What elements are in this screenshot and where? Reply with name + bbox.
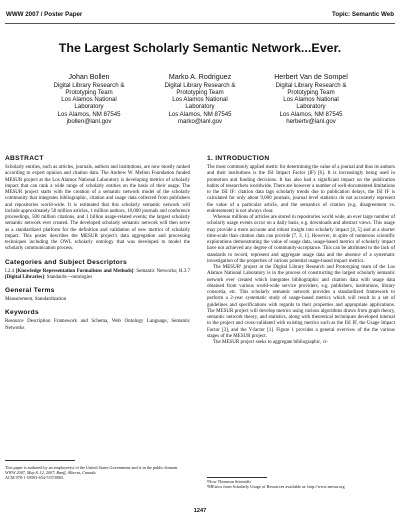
author-affiliation: Prototyping Team <box>65 88 113 96</box>
author-affiliation: Digital Library Research & <box>53 81 125 89</box>
category-code: I.2.4 <box>5 268 16 274</box>
author-1 <box>36 73 142 125</box>
author-2 <box>147 73 253 125</box>
author-affiliation: Digital Library Research & <box>164 81 236 89</box>
copyright-divider <box>5 460 75 461</box>
category-descriptor: : Semantic Networks; H.3.7 <box>133 268 191 274</box>
author-address: Los Alamos, NM 87545 <box>57 110 121 118</box>
author-affiliation: Prototyping Team <box>176 88 224 96</box>
footnote: ¹Now Thomson Scientific <box>207 479 252 484</box>
intro-paragraph: Whereas millions of articles are stored in repositories world wide, an ever large number of scholarly usage events occur on a daily basis, e.g. downloads and abstract views. This usage may provide a more accurate and robust insight into scholarly impact [4, 5] and at a shorter time-scale than citation data can provide [7, 3, 1]. However, in spite of numerous scientific explorations demonstrating the value of usage data, usage-based metrics of scholarly impact have not achieved any degree of community-acceptance. This can be attributed to the lack of standards to record, represent and aggregate usage data and the absence of a systematic investigation of the properties of various potential usage-based impact metrics. <box>207 215 395 264</box>
categories-text <box>5 269 190 282</box>
author-institution: Laboratory <box>185 103 215 111</box>
author-institution: Laboratory <box>74 103 104 111</box>
conference-info: WWW 2007, May 8–12, 2007, Banff, Alberta, Canada. <box>5 470 97 475</box>
general-terms-heading: General Terms <box>5 287 55 294</box>
abstract-text: Scholarly entities, such as articles, journals, authors and institutions, are now mostly ranked according to expert opinion and citation data. The Andrew W. Mellon Foundation funded MESUR project at the Los Alamos National Laboratory is developing metrics of scholarly impact that can rank a wide range of scholarly entities on the basis of their usage. The MESUR project starts with the creation of a semantic network model of the scholarly community that integrates bibliographic, citation and usage data collected from publishers and repositories world-wide. It is estimated that this scholarly semantic network will include approximately 50 million articles, 1 million authors, 10,000 journals and conference proceedings, 500 million citations, and 1 billion usage-related events; the largest scholarly semantic network ever created. The developed scholarly semantic network will then serve as a standardized platform for the definition and validation of new metrics of scholarly impact. This poster describes the MESUR project's data aggregation and processing techniques including the OWL scholarly ontology that was developed to model the scholarly communication process. <box>5 165 190 252</box>
right-column <box>207 155 395 346</box>
acm-isbn: ACM 978-1-59593-654-7/07/0005. <box>5 475 65 480</box>
keywords-heading: Keywords <box>5 309 39 317</box>
author-institution: Laboratory <box>296 103 326 111</box>
author-address: Los Alamos, NM 87545 <box>279 110 343 118</box>
author-name: Marko A. Rodriguez <box>168 73 232 81</box>
page-number: 1247 <box>193 508 207 514</box>
author-institution: Los Alamos National <box>172 96 228 104</box>
author-email[interactable]: marko@lanl.gov <box>177 118 223 126</box>
header-track: WWW 2007 / Poster Paper <box>6 11 83 18</box>
left-column <box>5 155 190 332</box>
footnotes <box>207 479 395 489</box>
running-header <box>5 9 395 24</box>
paper-title: The Largest Scholarly Semantic Network...Ever. <box>58 41 342 55</box>
footnote-divider <box>207 477 267 478</box>
author-affiliation: Digital Library Research & <box>275 81 347 89</box>
intro-paragraph: The MESUR¹ project at the Digital Library Research and Prototyping team of the Los Alamos National Laboratory is in the process of constructing the largest scholarly semantic network ever created which integrates bibliographic and citation data with usage data obtained from various world-wide service providers, e.g. publishers, institutions, library consortia, etc. This scholarly semantic network provides a standardized framework to perform a 2-year systematic study of usage-based metrics which will result in a set of guidelines and specifications with regards to their properties and appropriate applications. The MESUR project will develop metrics using various algorithms drawn from graph theory, semantic network theory, and statistics, along with theoretical techniques developed internal to the project and cross-validated with existing metrics such as the ISI IF, the Usage Impact Factor [3], and the Y-factor [1]. Figure 1 provides a general overview of the the various stages of the MESUR project. <box>207 265 395 339</box>
category-digital-libraries: [Digital Libraries] <box>5 274 45 280</box>
author-name: Johan Bollen <box>68 73 110 81</box>
author-name: Herbert Van de Sompel <box>274 73 348 81</box>
general-terms-text: Measurement, Standardization <box>5 297 67 302</box>
copyright-notice <box>5 465 190 480</box>
author-institution: Los Alamos National <box>61 96 117 104</box>
author-3 <box>258 73 364 125</box>
author-institution: Los Alamos National <box>283 96 339 104</box>
author-email[interactable]: jbollen@lanl.gov <box>66 118 112 126</box>
author-email[interactable]: herbertv@lanl.gov <box>286 118 336 126</box>
copyright-text: This paper is authored by an employee(s) of the United States Government and is in the public domain. <box>5 465 179 470</box>
footnote: ²MEtrics from Scholarly Usage of Resources available at: http://www.mesur.org <box>207 484 345 490</box>
author-address: Los Alamos, NM 87545 <box>168 110 232 118</box>
intro-paragraph: The MESUR project seeks to aggregate bibliographic, ci- <box>213 340 328 345</box>
keywords-text: Resource Description Framework and Schema, Web Ontology Language, Semantic Networks <box>5 319 190 331</box>
abstract-heading: ABSTRACT <box>5 155 44 162</box>
category-descriptor: : Standards—ontologies <box>44 274 93 280</box>
header-topic: Topic: Semantic Web <box>332 11 394 18</box>
intro-paragraph: The most commonly applied metric for determining the value of a journal and thus its authors and their institutions is the ISI Impact Factor (IF) [6]. It is increasingly being used in promotion and funding decisions. It has also had a significant impact on the publication habits of researchers worldwide. There are however a number of well-documented limitations to the ISI IF: citation data lags scholarly trends due to publication delays, the ISI IF is calculated for only about 9,000 journals, journal level statistics do not accurately represent the value of a particular article, and the semantics of citation (e.g. disagreement vs. endorsement) is not always clear. <box>207 165 395 214</box>
author-block <box>36 73 364 125</box>
introduction-heading: 1. INTRODUCTION <box>207 155 270 162</box>
categories-heading: Categories and Subject Descriptors <box>5 258 127 266</box>
category-knowledge-representation: [Knowledge Representation Formalisms and Methods] <box>15 268 134 274</box>
author-affiliation: Prototyping Team <box>287 88 335 96</box>
